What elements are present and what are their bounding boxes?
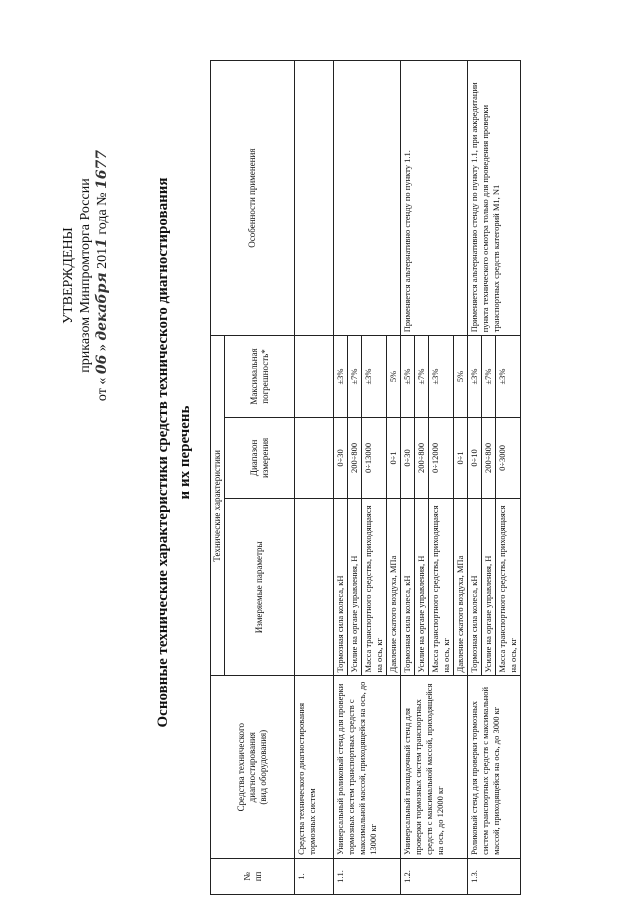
row-num: 1. xyxy=(295,858,334,894)
application-notes: Применяется альтернативно стенду по пункту 1.1. xyxy=(401,61,468,336)
application-notes xyxy=(334,61,401,336)
approval-date: от « 06 » декабря 2011 года № 1677 xyxy=(94,150,110,402)
approval-block xyxy=(60,150,111,401)
measured-parameter: Тормозная сила колеса, кН xyxy=(334,499,348,676)
equipment-name: Универсальный роликовый стенд для проверки тормозных систем транспортных средств с максимальной массой, приходящейся на ось, до 13000 кг xyxy=(334,676,401,858)
measured-parameter: Давление сжатого воздуха, МПа xyxy=(387,499,401,676)
empty-cell xyxy=(295,499,334,676)
max-error: ±3% xyxy=(334,336,348,417)
measurement-range: 0÷30 xyxy=(334,417,348,498)
max-error: ±7% xyxy=(415,336,429,417)
row-num: 1.1. xyxy=(334,858,401,894)
measured-parameter: Усилие на органе управления, Н xyxy=(348,499,362,676)
measurement-range: 0÷10 xyxy=(468,417,482,498)
empty-cell xyxy=(295,417,334,498)
measured-parameter: Тормозная сила колеса, кН xyxy=(401,499,415,676)
header-notes: Особенности применения xyxy=(211,61,295,336)
max-error: ±3% xyxy=(362,336,387,417)
row-num: 1.3. xyxy=(468,858,521,894)
measurement-range: 0÷1 xyxy=(454,417,468,498)
handwritten-day: 06 xyxy=(94,354,110,375)
equipment-name: Роликовый стенд для проверки тормозных систем транспортных средств с максимальной массой, приходящейся на ось, до 3000 кг xyxy=(468,676,521,858)
handwritten-order-number: 1677 xyxy=(94,150,110,189)
max-error: 5% xyxy=(387,336,401,417)
measurement-range: 0÷30 xyxy=(401,417,415,498)
measured-parameter: Масса транспортного средства, приходящаяся на ось, кг xyxy=(362,499,387,676)
section-name: Средства технического диагностирования тормозных систем xyxy=(295,676,334,858)
measured-parameter: Масса транспортного средства, приходящаяся на ось, кг xyxy=(496,499,521,676)
header-params: Измеряемые параметры xyxy=(225,499,295,676)
max-error: ±3% xyxy=(468,336,482,417)
equipment-name: Универсальный площадочный стенд для проверки тормозных систем транспортных средств с максимальной массой, приходящейся на ось, до 12000 кг xyxy=(401,676,468,858)
row-num: 1.2. xyxy=(401,858,468,894)
empty-cell xyxy=(295,61,334,336)
application-notes: Применяется альтернативно стенду по пункту 1.1, при аккредитации пункта технического осмотра только для проведения проверки транспортных средств категорий M1, N1 xyxy=(468,61,521,336)
header-range: Диапазон измерения xyxy=(225,417,295,498)
table-row xyxy=(401,61,415,895)
handwritten-month: декабря xyxy=(94,272,110,341)
measured-parameter: Усилие на органе управления, Н xyxy=(482,499,496,676)
approval-order: приказом Минпромторга России xyxy=(78,178,93,373)
table-section-row xyxy=(295,61,334,895)
measured-parameter: Усилие на органе управления, Н xyxy=(415,499,429,676)
handwritten-year-digit: 1 xyxy=(94,238,110,248)
characteristics-table xyxy=(210,60,521,895)
measurement-range: 0÷1 xyxy=(387,417,401,498)
measurement-range: 200÷800 xyxy=(415,417,429,498)
table-row xyxy=(468,61,482,895)
empty-cell xyxy=(295,336,334,417)
max-error: 5% xyxy=(454,336,468,417)
header-name: Средства технического диагностирования (вид оборудования) xyxy=(211,676,295,858)
measurement-range: 200÷800 xyxy=(482,417,496,498)
measurement-range: 200÷800 xyxy=(348,417,362,498)
max-error: ±3% xyxy=(496,336,521,417)
max-error: ±3% xyxy=(429,336,454,417)
measured-parameter: Тормозная сила колеса, кН xyxy=(468,499,482,676)
measurement-range: 0÷3000 xyxy=(496,417,521,498)
table-row xyxy=(334,61,348,895)
header-num: № пп xyxy=(211,858,295,894)
max-error: ±7% xyxy=(482,336,496,417)
measurement-range: 0÷12000 xyxy=(429,417,454,498)
measured-parameter: Масса транспортного средства, приходящаяся на ось, кг xyxy=(429,499,454,676)
header-tech: Технические характеристики xyxy=(211,336,225,676)
measured-parameter: Давление сжатого воздуха, МПа xyxy=(454,499,468,676)
approval-title: УТВЕРЖДЕНЫ xyxy=(61,227,76,324)
max-error: ±5% xyxy=(401,336,415,417)
measurement-range: 0÷13000 xyxy=(362,417,387,498)
document-title: Основные технические характеристики средств технического диагностирования и их перечень xyxy=(155,177,193,728)
header-error: Максимальная погрешность* xyxy=(225,336,295,417)
max-error: ±7% xyxy=(348,336,362,417)
